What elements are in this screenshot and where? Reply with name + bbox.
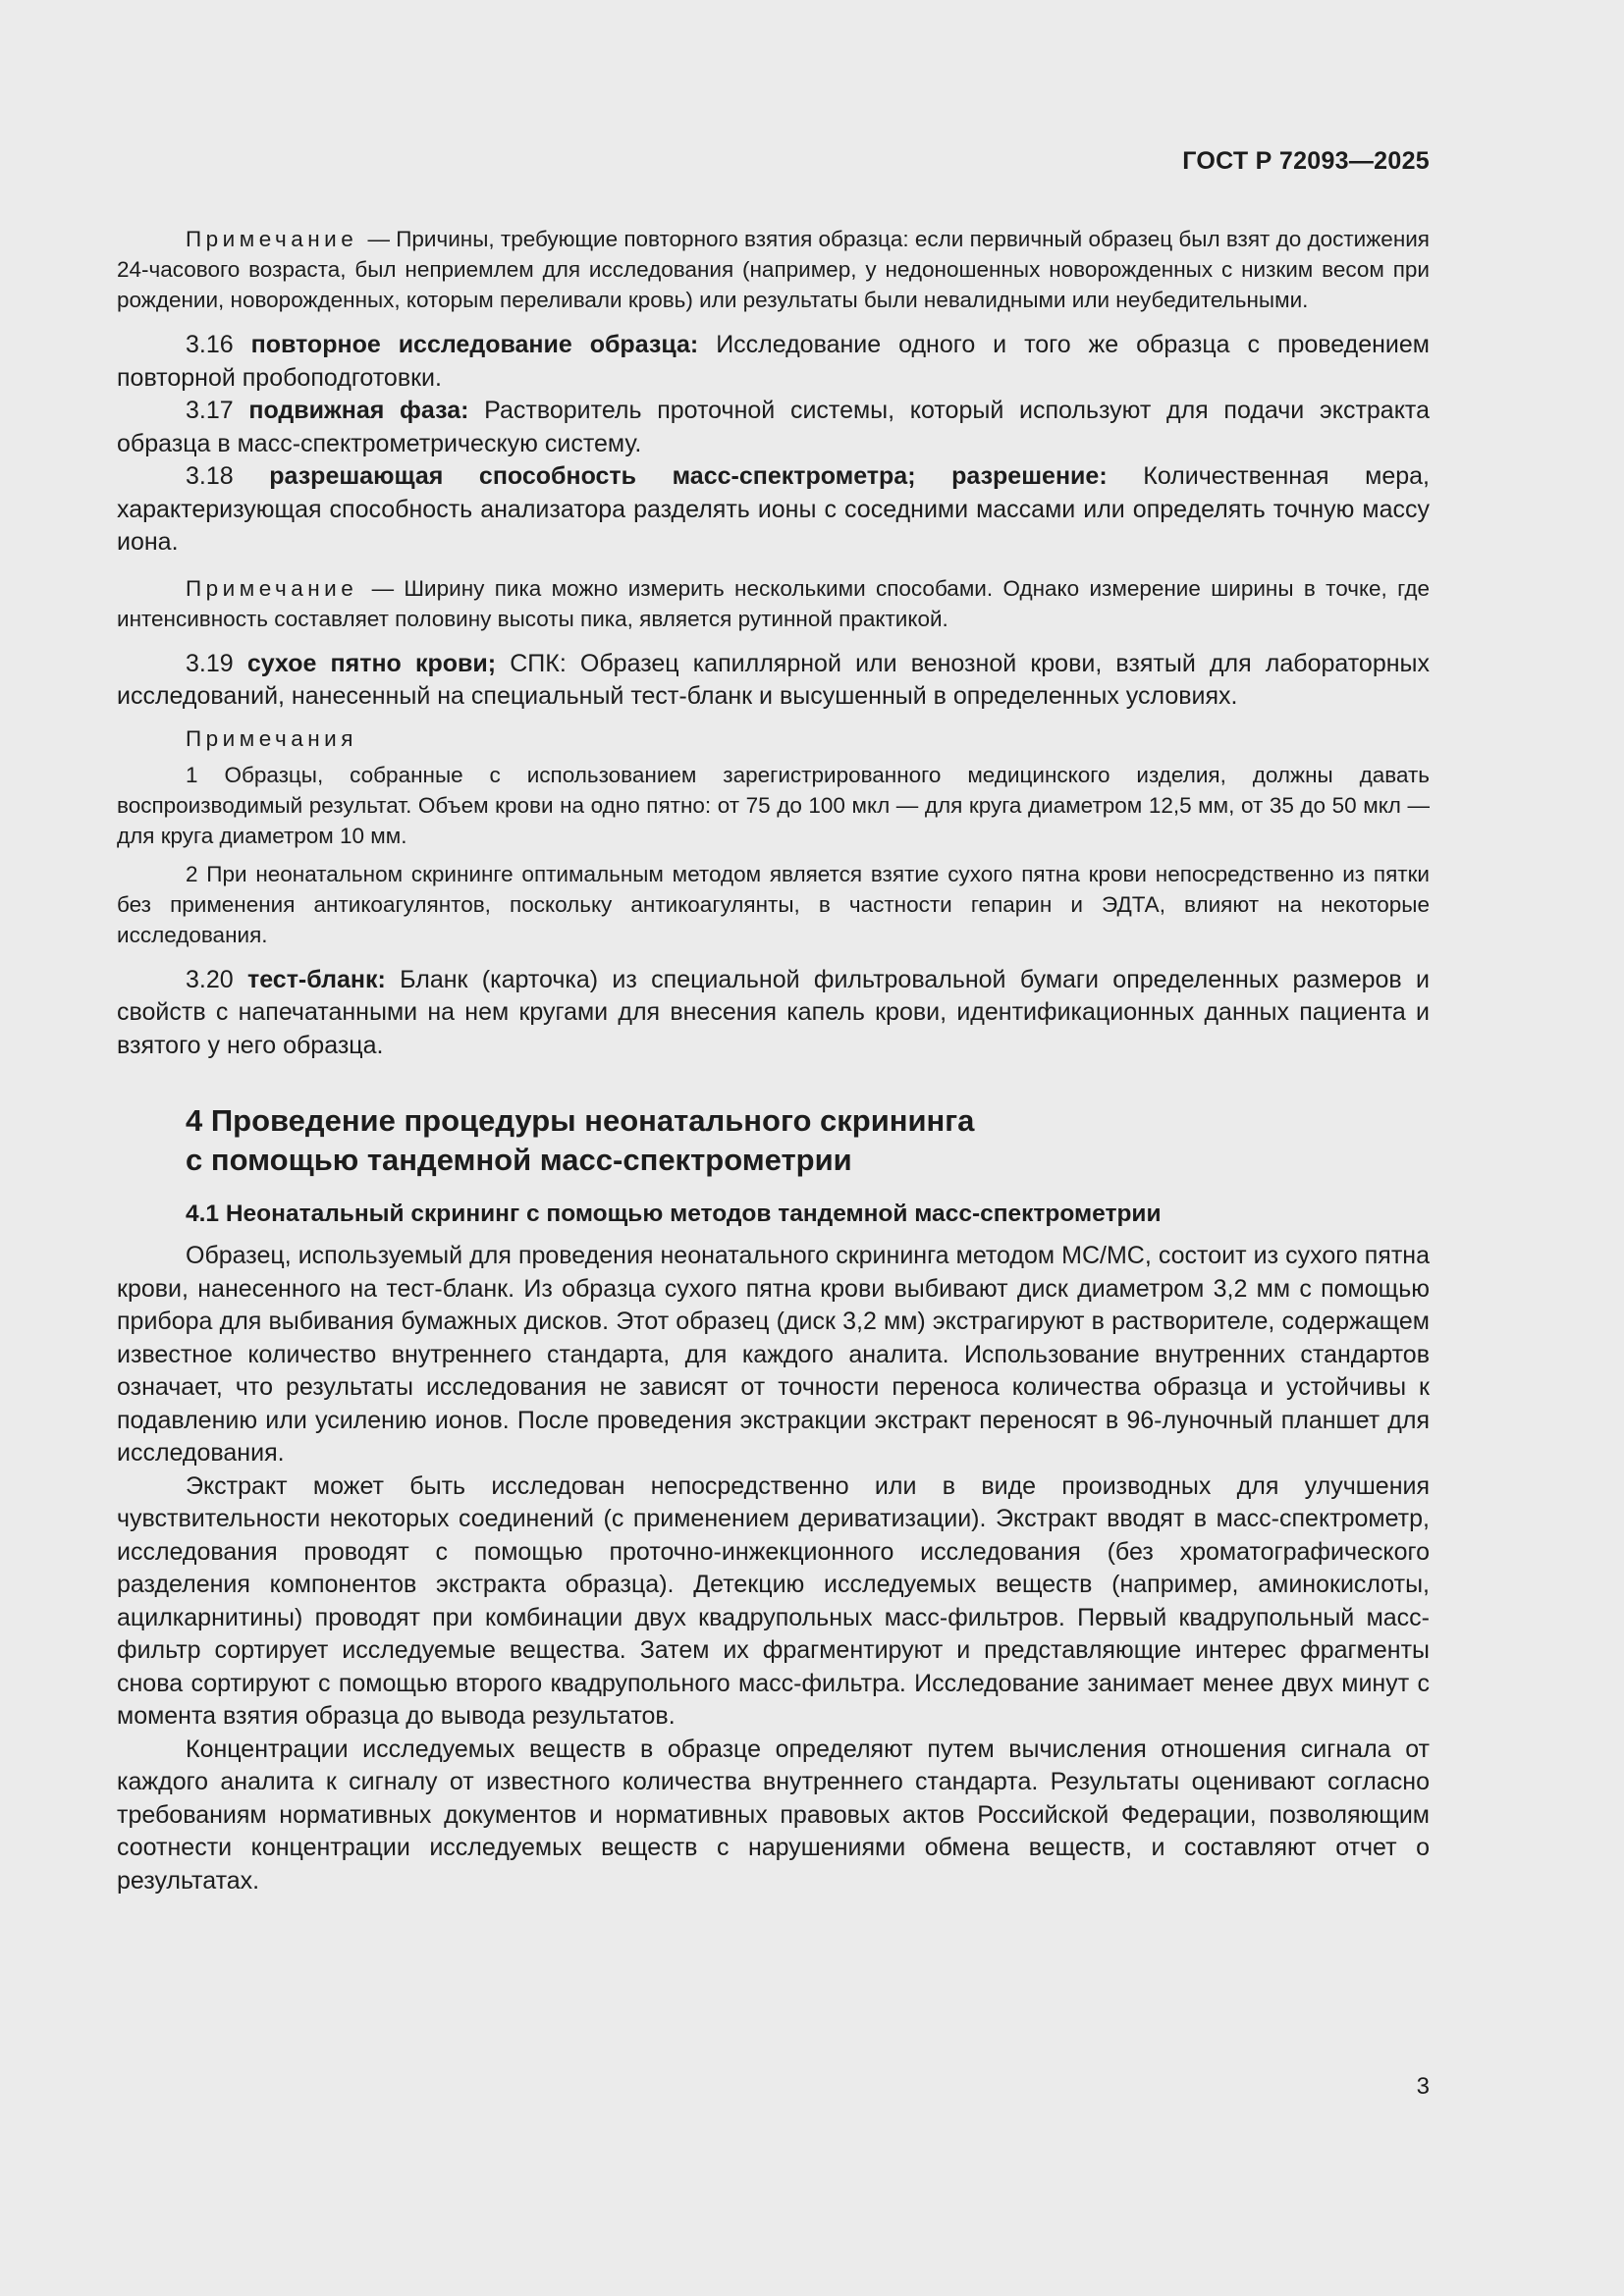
term-number: 3.16 [186,331,251,358]
subsection-4-1-heading: 4.1 Неонатальный скрининг с помощью методов тандемной масс-спектрометрии [186,1201,1162,1227]
document-body [117,224,1430,1897]
body-paragraph: Экстракт может быть исследован непосредственно или в виде производных для улучшения чувствительности некоторых соединений (с применением дериватизации). Экстракт вводят в масс-спектрометр, исследования проводят с помощью проточно-инжекционного исследования (без хроматографического разделения компонентов экстракта образца). Детекцию исследуемых веществ (например, аминокислоты, ацилкарнитины) проводят при комбинации двух квадрупольных масс-фильтров. Первый квадрупольный масс-фильтр сортирует исследуемые вещества. Затем их фрагментируют и представляющие интерес фрагменты снова сортируют с помощью второго квадрупольного масс-фильтра. Исследование занимает менее двух минут с момента взятия образца до вывода результатов. [117,1471,1430,1730]
term-3-18 [117,460,1430,560]
term-3-20 [117,964,1430,1063]
note-repeat-sample [117,224,1430,315]
term-number: 3.19 [186,649,247,677]
note-label: Примечание [186,575,358,601]
term-definition: Исследование одного и того же образца с проведением повторной пробоподготовки. [117,331,1430,392]
term-3-16 [117,329,1430,395]
document-id: ГОСТ Р 72093—2025 [1182,147,1430,175]
section-title-line: 4 Проведение процедуры неонатального скрининга [186,1103,975,1138]
term-name: тест-бланк: [246,965,386,993]
body-paragraph: Образец, используемый для проведения неонатального скрининга методом МС/МС, состоит из сухого пятна крови, нанесенного на тест-бланк. Из образца сухого пятна крови выбивают диск диаметром 3,2 мм с помощью прибора для выбивания бумажных дисков. Этот образец (диск 3,2 мм) экстрагируют в растворителе, содержащем известное количество внутреннего стандарта, для каждого аналита. Использование внутренних стандартов означает, что результаты исследования не зависят от точности переноса количества образца и устойчивы к подавлению или усилению ионов. После проведения экстракции экстракт переносят в 96-луночный планшет для исследования. [117,1242,1430,1467]
note-text: — Причины, требующие повторного взятия образца: если первичный образец был взят до достижения 24-часового возраста, был неприемлем для исследования (например, у недоношенных новорожденных с низким весом при рождении, новорожденных, которым переливали кровь) или результаты были невалидными или неубедительными. [117,227,1430,312]
term-definition: Растворитель проточной системы, который используют для подачи экстракта образца в масс-спектрометрическую систему. [117,397,1430,457]
note-label: Примечание [186,227,358,251]
notes-heading: Примечания [186,725,357,751]
term-name: сухое пятно крови; [246,649,497,677]
page-number: 3 [1416,2073,1430,2100]
note-text: — Ширину пика можно измерить несколькими способами. Однако измерение ширины в точке, где интенсивность составляет половину высоты пика, является рутинной практикой. [117,575,1430,631]
term-number: 3.20 [186,965,247,993]
term-3-17 [117,395,1430,460]
note-peak-width [117,573,1430,634]
term-number: 3.17 [186,397,249,424]
section-title-line: с помощью тандемной масс-спектрометрии [186,1143,852,1177]
term-definition: СПК: Образец капиллярной или венозной крови, взятый для лабораторных исследований, нанесенный на специальный тест-бланк и высушенный в определенных условиях. [117,649,1431,710]
term-definition: Количественная мера, характеризующая способность анализатора разделять ионы с соседними массами или определять точную массу иона. [117,462,1431,556]
term-definition: Бланк (карточка) из специальной фильтровальной бумаги определенных размеров и свойств с напечатанными на нем кругами для внесения капель крови, идентификационных данных пациента и взятого у него образца. [117,965,1430,1059]
note-item-2: 2 При неонатальном скрининге оптимальным методом является взятие сухого пятна крови непосредственно из пятки без применения антикоагулянтов, поскольку антикоагулянты, в частности гепарин и ЭДТА, влияют на некоторые исследования. [117,861,1430,947]
term-name: разрешающая способность масс-спектрометра; разрешение: [269,462,1108,490]
note-item-1: 1 Образцы, собранные с использованием зарегистрированного медицинского изделия, должны давать воспроизводимый результат. Объем крови на одно пятно: от 75 до 100 мкл — для круга диаметром 12,5 мм, от 35 до 50 мкл — для круга диаметром 10 мм. [117,762,1430,848]
term-number: 3.18 [186,462,270,490]
term-name: повторное исследование образца: [250,331,699,358]
section-4-heading [117,1101,1430,1180]
body-paragraph: Концентрации исследуемых веществ в образце определяют путем вычисления отношения сигнала от каждого аналита к сигналу от известного количества внутреннего стандарта. Результаты оценивают согласно требованиям нормативных документов и нормативных правовых актов Российской Федерации, позволяющим соотнести концентрации исследуемых веществ с нарушениями обмена веществ, и составляют отчет о результатах. [117,1735,1430,1895]
term-name: подвижная фаза: [248,397,469,424]
term-3-19 [117,648,1430,714]
